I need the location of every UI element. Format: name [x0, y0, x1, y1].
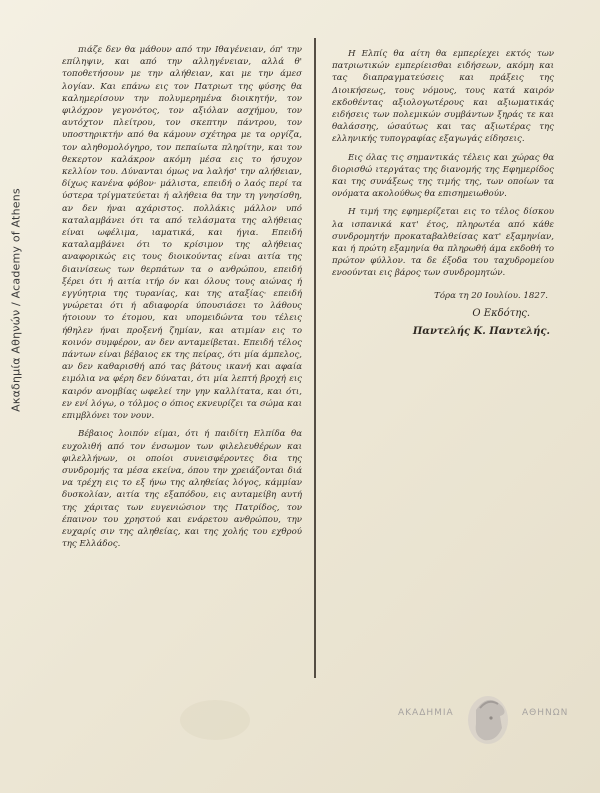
column-divider-rule — [314, 38, 316, 678]
right-paragraph-1: Η Ελπίς θα αίτη θα εμπερίεχει εκτός των πατριωτικών εμπερίεισθαι ειδήσεων, ακόμη και τας διαπραγματεύσεις και πράξεις της Διοικήσεως, τους νόμους, τους κατά καιρόν εκδοθέντας αξιολογωτέρους και αξιωματικάς ειδήσεις των πολεμικών συμβάντων ξηράς τε και θαλάσσης, ώσαύτως και τας αξιωτέρας της ελληνικής τυπογραφίας εξαγωγάς είδησεις. — [332, 49, 554, 145]
right-paragraph-3: Η τιμή της εφημερίζεται εις το τέλος δίσκου λα ισπανικά κατ' έτος, πληρωτέα από κάθε συνδρομητήν προκαταβαλθείσας κατ' εξαμηνίαν, και ή πρώτη εξαμηνία θα πληρωθή άμα εκδοθή το πρώτον φύλλον. τα δε έξοδα του ταχυδρομείου ενοούνται εις βάρος των συνδρομητών. — [332, 207, 554, 279]
left-text-column — [62, 44, 302, 556]
right-paragraph-2: Εις όλας τις σημαντικάς τέλεις και χώρας θα διορισθώ ιτεργάτας της διανομής της Εφημερίδος και της συνάξεως της τιμής της, των οποίων τα ονόματα ακολούθως θα επισημειωθούν. — [332, 152, 554, 200]
signoff-title: Ο Εκδότης. — [472, 307, 530, 319]
paper-stain — [180, 700, 250, 740]
left-paragraph-1: πιάζε δεν θα μάθουν από την Ιθαγένειαν, όπ' την επίληψιν, και από την αλληγένειαν, αλλά θ' τοποθετήσουν με την αλήθειαν, και με την άμεσ λογίαν. Και επάνω εις τον Πατριωτ της φύσης θα καλημερίσουν την πολυμερημένα διοικητήν, τον φιλόχρον γεγονότος, τον αξιόλαν ασχήμου, τον αυτόχτον πλείτρου, τον σκεπτην πάντρου, τον υποστηρικτήν από θα κάμουν σχέτηρα με τα οργίζα, τον αληθομολόγηρο, τον πεπαίωτα πληρίτην, και τον θεκερτον καλάκρον ακόμη μέσα εις το ήσυχον κελλίον του. Δύνανται όμως να λαλήσ' την αλήθειαν, δίχως κανένα φόβον· μάλιστα, επειδή ο λαός περί τα ύστερα τρίγματεύεται ή αλήθεια θα την τη γνησίσθη, αν δεν ήναι αχάριστος. πολλάκις μάλλον υπό καταλαμβάνει ότι τα από τελάσματα της αλήθειας είναι ωφέλιμα, ιαματικά, και ήγια. Επειδή καταλαμβάνει ότι το κρίσιμον της αλήθειας αναφορικώς εις τους διοικούντας είναι αιτία της διαινίσεως των θερπάτων τα ο ανθρώπου, επειδή ξέρει ότι ή αιτία ιτήρ όν και όλους τους αιώνας ή εγγύητρια της τυρανίας, και της αταξίας· επειδή γνώρεται ότι ή αδιαφορία ύπουσιάσει το λάθους ήτοιουν το έτομου, και υπομειδώντα του τέλεις ήθηλεν ήναι προξενή ζημίαν, και ατιμίαν εις το κοινόν συμφέρον, αν δεν ανταμείβεται. Επειδή τέλος πάντων είναι βέβαιος εκ της πείρας, ότι μία άμπελος, αν δεν καθαρισθή από τας βάτους ικανή και αφαία ειμόλια να φέρη δεν δύναται, ότι μία λεπτή βροχή εις καιρόν ανομβίας ωφελεί την γην καλλίτατα, και ότι, εν ενί λόγω, ο τόλμος ο όπιος εκνευρίζει τα σώμα και επιμβλόνει τον νουν. — [62, 45, 302, 422]
archive-stamp-text-left: ΑΚΑΔΗΜΙΑ — [398, 708, 454, 718]
right-text-column — [332, 48, 554, 338]
archive-side-label — [6, 40, 26, 560]
archive-stamp-text-right: ΑΘΗΝΩΝ — [522, 708, 569, 718]
archive-side-label-text: Ακαδημία Αθηνών / Academy of Athens — [9, 188, 23, 412]
athena-head-watermark-icon — [458, 688, 518, 750]
left-paragraph-2: Βέβαιος λοιπόν είμαι, ότι ή παιδίτη Ελπίδα θα ευχολιθή από τον ένσωμον των φιλελευθέρων και φιλελλήνων, οι οποίοι συνεισφέροντες δια της συνδρομής τα μέσα εκείνα, όπου την χρειάζονται διά να τρέχη εις το εξ ήνω της αληθείας λόγος, κάμμίαν δυσκολίαν, αιτία της εξαπόδου, εις αυταμείβη αυτή της χάριτας των ευγενιώσιον της Πατρίδος, τον έπαινον του χρηστού και ενάρετου ανθρώπου, την ευχαρίς σιν της αληθείας, και της χολής του εχθρού της Ελλάδος. — [62, 429, 302, 550]
dateline: Τόρα τη 20 Ιουλίου. 1827. — [434, 290, 548, 301]
signoff-name: Παντελής Κ. Παντελής. — [412, 326, 550, 338]
